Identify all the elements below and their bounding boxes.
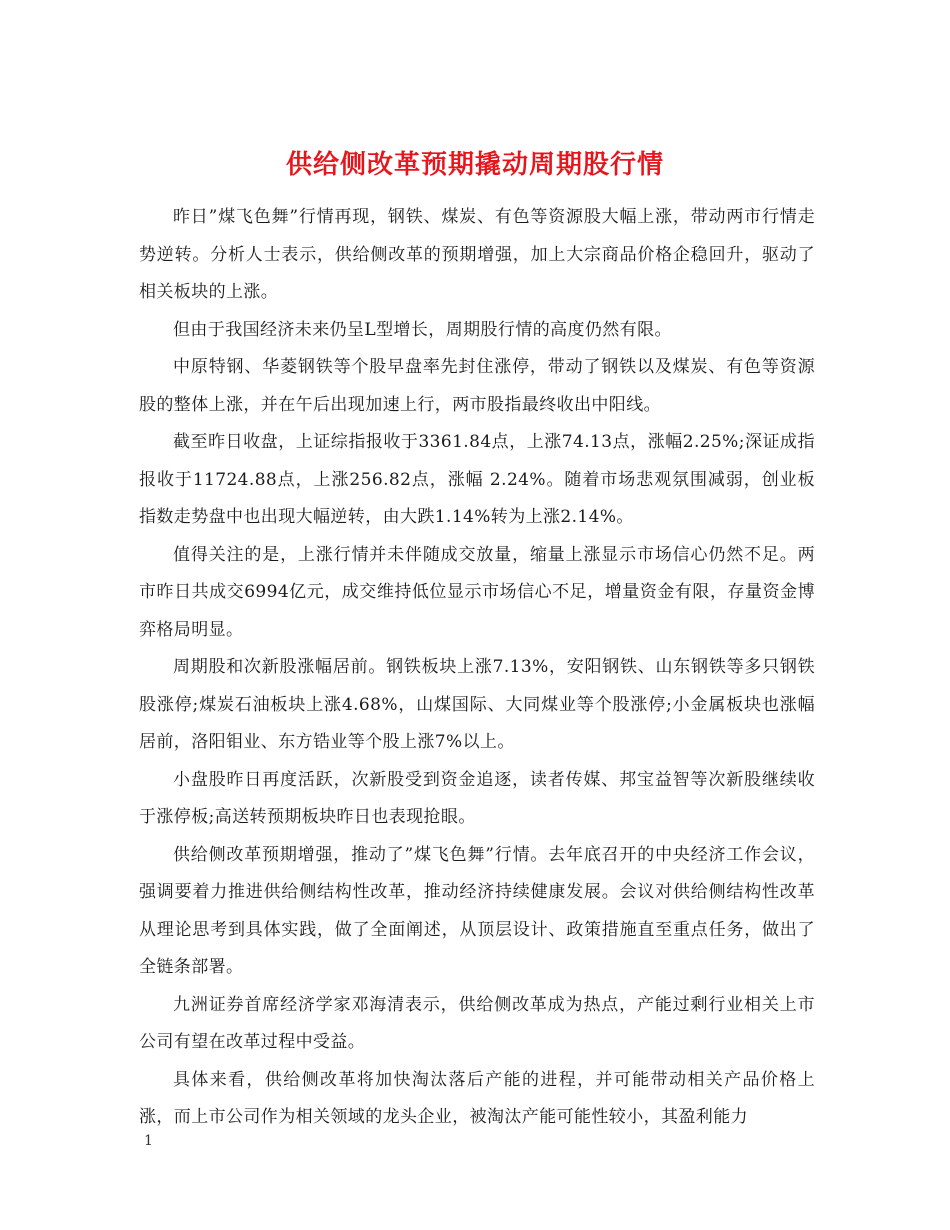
paragraph: 具体来看，供给侧改革将加快淘汰落后产能的进程，并可能带动相关产品价格上涨，而上市公司作为相关领域的龙头企业，被淘汰产能可能性较小，其盈利能力 — [139, 1069, 815, 1127]
paragraph: 但由于我国经济未来仍呈L型增长，周期股行情的高度仍然有限。 — [173, 319, 672, 340]
article-body — [139, 199, 815, 1137]
paragraph: 昨日”煤飞色舞”行情再现，钢铁、煤炭、有色等资源股大幅上涨，带动两市行情走势逆转。分析人士表示，供给侧改革的预期增强，加上大宗商品价格企稳回升，驱动了相关板块的上涨。 — [139, 207, 815, 302]
paragraph: 供给侧改革预期增强，推动了”煤飞色舞”行情。去年底召开的中央经济工作会议，强调要着力推进供给侧结构性改革，推动经济持续健康发展。会议对供给侧结构性改革从理论思考到具体实践，做了全面阐述，从顶层设计、政策措施直至重点任务，做出了全链条部署。 — [139, 844, 815, 977]
paragraph: 中原特钢、华菱钢铁等个股早盘率先封住涨停，带动了钢铁以及煤炭、有色等资源股的整体上涨，并在午后出现加速上行，两市股指最终收出中阳线。 — [139, 357, 815, 415]
paragraph: 截至昨日收盘，上证综指报收于3361.84点，上涨74.13点，涨幅2.25%;深证成指报收于11724.88点，上涨256.82点，涨幅 2.24%。随着市场悲观氛围减弱，创业板指数走势盘中也出现大幅逆转，由大跌1.14%转为上涨2.14%。 — [139, 432, 815, 527]
paragraph: 小盘股昨日再度活跃，次新股受到资金追逐，读者传媒、邦宝益智等次新股继续收于涨停板;高送转预期板块昨日也表现抢眼。 — [139, 769, 815, 827]
document-title: 供给侧改革预期撬动周期股行情 — [285, 150, 664, 181]
paragraph: 九洲证券首席经济学家邓海清表示，供给侧改革成为热点，产能过剩行业相关上市公司有望在改革过程中受益。 — [139, 994, 815, 1052]
paragraph: 周期股和次新股涨幅居前。钢铁板块上涨7.13%，安阳钢铁、山东钢铁等多只钢铁股涨停;煤炭石油板块上涨4.68%，山煤国际、大同煤业等个股涨停;小金属板块也涨幅居前，洛阳钼业、东方锆业等个股上涨7%以上。 — [139, 657, 815, 752]
paragraph: 值得关注的是，上涨行情并未伴随成交放量，缩量上涨显示市场信心仍然不足。两市昨日共成交6994亿元，成交维持低位显示市场信心不足，增量资金有限，存量资金博弈格局明显。 — [139, 544, 815, 640]
page-number: 1 — [144, 1133, 153, 1149]
